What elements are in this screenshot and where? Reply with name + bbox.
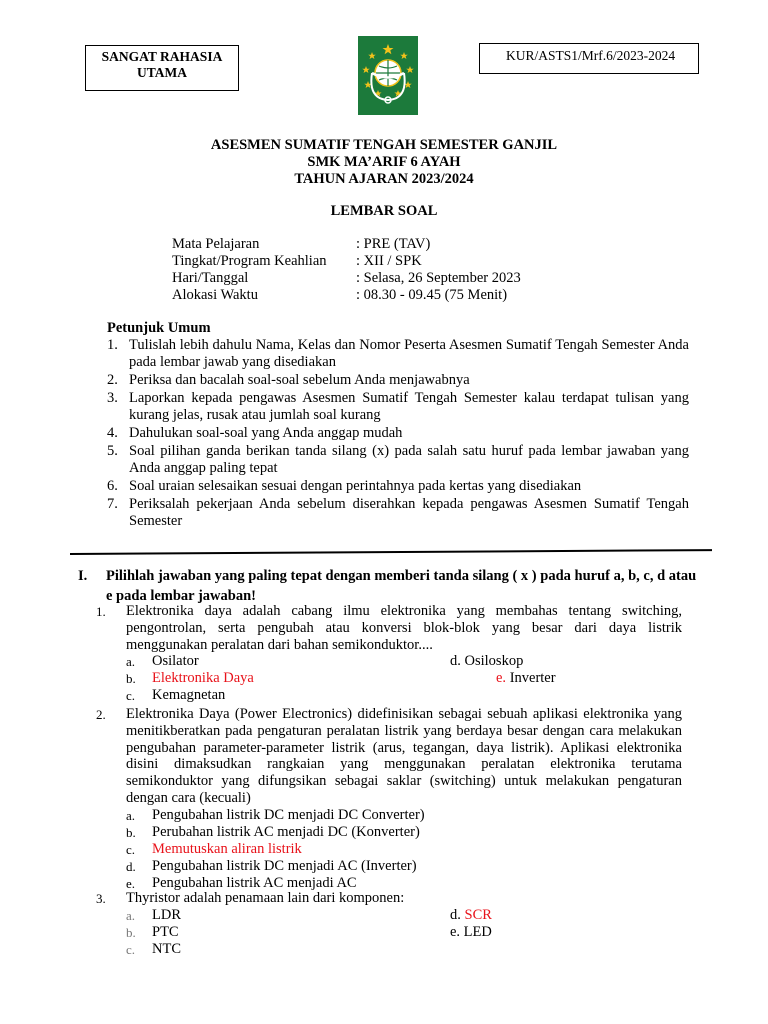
answer-options (126, 907, 682, 958)
option-text: Osilator (152, 653, 199, 670)
instruction-text: Tulislah lebih dahulu Nama, Kelas dan Nomor Peserta Asesmen Sumatif Tengah Semester Anda pada lembar jawab yang disediakan (129, 337, 689, 370)
instruction-text: Soal pilihan ganda berikan tanda silang (x) pada salah satu huruf pada lembar jawaban yang Anda anggap paling tepat (129, 443, 689, 476)
exam-title: ASESMEN SUMATIF TENGAH SEMESTER GANJIL (210, 137, 558, 153)
instructions-list (107, 337, 689, 531)
sheet-title: LEMBAR SOAL (330, 203, 438, 219)
question-number: 1. (96, 604, 106, 619)
instruction-text: Soal uraian selesaikan sesuai dengan perintahnya pada kertas yang disediakan (129, 478, 582, 494)
section-instruction: Pilihlah jawaban yang paling tepat dengan memberi tanda silang ( x ) pada huruf a, b, c, d atau e pada lembar jawaban! (106, 568, 697, 604)
question-number: 3. (96, 891, 106, 906)
instruction-item (107, 390, 689, 424)
instruction-item (107, 496, 689, 530)
instruction-number: 1. (107, 337, 118, 353)
school-name: SMK MA’ARIF 6 AYAH (307, 154, 461, 170)
option-text: NTC (152, 940, 181, 957)
option-text-highlighted: Elektronika Daya (152, 670, 254, 687)
instruction-item (107, 425, 689, 442)
option-letter: d. (450, 906, 461, 923)
option-letter: b. (126, 824, 136, 840)
instruction-item (107, 478, 689, 495)
option-b (126, 824, 682, 841)
option-text: Inverter (509, 670, 556, 687)
question-number: 2. (96, 707, 106, 722)
instructions-heading: Petunjuk Umum (107, 320, 211, 336)
question-2 (96, 706, 682, 892)
info-key: Hari/Tanggal (172, 270, 249, 286)
instruction-item (107, 372, 689, 389)
secret-label-line2: UTAMA (137, 65, 187, 80)
option-e (496, 670, 556, 687)
option-text: Perubahan listrik AC menjadi DC (Konverter) (152, 823, 420, 840)
section-divider (70, 549, 712, 555)
info-value: : 08.30 - 09.45 (75 Menit) (356, 287, 508, 303)
info-value: : XII / SPK (356, 253, 422, 269)
option-text-highlighted: SCR (464, 906, 492, 923)
answer-options (126, 807, 682, 892)
info-value: : Selasa, 26 September 2023 (356, 270, 521, 286)
info-value: : PRE (TAV) (356, 236, 431, 252)
option-e: e. LED (450, 923, 492, 940)
instruction-text: Laporkan kepada pengawas Asesmen Sumatif Tengah Semester kalau terdapat tulisan yang kurang jelas, rusak atau jumlah soal kurang (129, 390, 689, 423)
option-text: Kemagnetan (152, 687, 226, 704)
info-key: Tingkat/Program Keahlian (172, 253, 327, 269)
option-letter: a. (126, 907, 136, 923)
option-letter: c. (126, 941, 136, 957)
document-code-box (479, 43, 699, 74)
question-1 (96, 603, 682, 704)
question-text: Thyristor adalah penamaan lain dari komponen: (126, 890, 405, 906)
option-letter: a. (126, 654, 136, 670)
option-c (126, 841, 682, 858)
option-letter: d. (126, 858, 136, 874)
option-letter: b. (126, 924, 136, 940)
instruction-item (107, 443, 689, 477)
instruction-number: 7. (107, 496, 118, 512)
option-a (126, 907, 682, 924)
document-code: KUR/ASTS1/Mrf.6/2023-2024 (506, 48, 676, 63)
instruction-number: 6. (107, 478, 118, 494)
option-d: d. Osiloskop (450, 653, 524, 670)
option-c (126, 941, 682, 958)
question-text: Elektronika Daya (Power Electronics) didefinisikan sebagai sebuah aplikasi elektronika yang menitikberatkan pada pengaturan peralatan listrik yang berdaya besar dengan cara melakukan pengubahan parameter-parameter listrik (arus, tegangan, daya listrik). Aplikasi elektronika disini dimaksudkan rangkaian yang menggunakan peralatan elektronika terutama semikonduktor yang difungsikan sebagai saklar (switching) untuk melakukan pengaturan dengan cara (kecuali) (126, 706, 682, 806)
instruction-number: 2. (107, 372, 118, 388)
instruction-number: 5. (107, 443, 118, 459)
question-3 (96, 890, 682, 958)
option-a (126, 807, 682, 824)
option-letter: b. (126, 671, 136, 687)
instruction-text: Periksalah pekerjaan Anda sebelum diserahkan kepada pengawas Asesmen Sumatif Tengah Semester (129, 496, 689, 529)
option-letter: c. (126, 841, 136, 857)
answer-options (126, 653, 682, 704)
section-number: I. (78, 568, 88, 584)
instruction-text: Dahulukan soal-soal yang Anda anggap mudah (129, 425, 403, 441)
academic-year: TAHUN AJARAN 2023/2024 (294, 171, 474, 187)
option-d (450, 907, 492, 924)
option-text: LDR (152, 906, 181, 923)
info-key: Mata Pelajaran (172, 236, 260, 252)
instruction-number: 3. (107, 390, 118, 406)
option-c (126, 687, 682, 704)
instruction-number: 4. (107, 425, 118, 441)
section-heading (78, 566, 698, 606)
secret-classification-box (85, 45, 239, 91)
question-text: Elektronika daya adalah cabang ilmu elektronika yang membahas tentang switching, pengontrolan, serta pengubah atau konversi blok-blok yang besar dari daya listrik menggunakan peralatan dari bahan semikonduktor.... (126, 603, 682, 653)
secret-label-line1: SANGAT RAHASIA (101, 49, 223, 64)
option-b (126, 924, 682, 941)
option-text: PTC (152, 923, 179, 940)
option-a (126, 653, 682, 670)
instruction-text: Periksa dan bacalah soal-soal sebelum Anda menjawabnya (129, 372, 470, 388)
option-letter: e. (126, 875, 136, 891)
option-text: Pengubahan listrik AC menjadi AC (152, 874, 357, 891)
option-text: Pengubahan listrik DC menjadi AC (Inverter) (152, 857, 417, 874)
option-letter: e. (496, 670, 507, 687)
option-letter: a. (126, 807, 136, 823)
option-d (126, 858, 682, 875)
option-b (126, 670, 682, 687)
info-key: Alokasi Waktu (172, 287, 258, 303)
instruction-item (107, 337, 689, 371)
option-letter: c. (126, 688, 136, 704)
option-text: Pengubahan listrik DC menjadi DC Converter) (152, 806, 425, 823)
nahdlatul-ulama-logo-icon (358, 36, 418, 115)
option-text-highlighted: Memutuskan aliran listrik (152, 840, 302, 857)
